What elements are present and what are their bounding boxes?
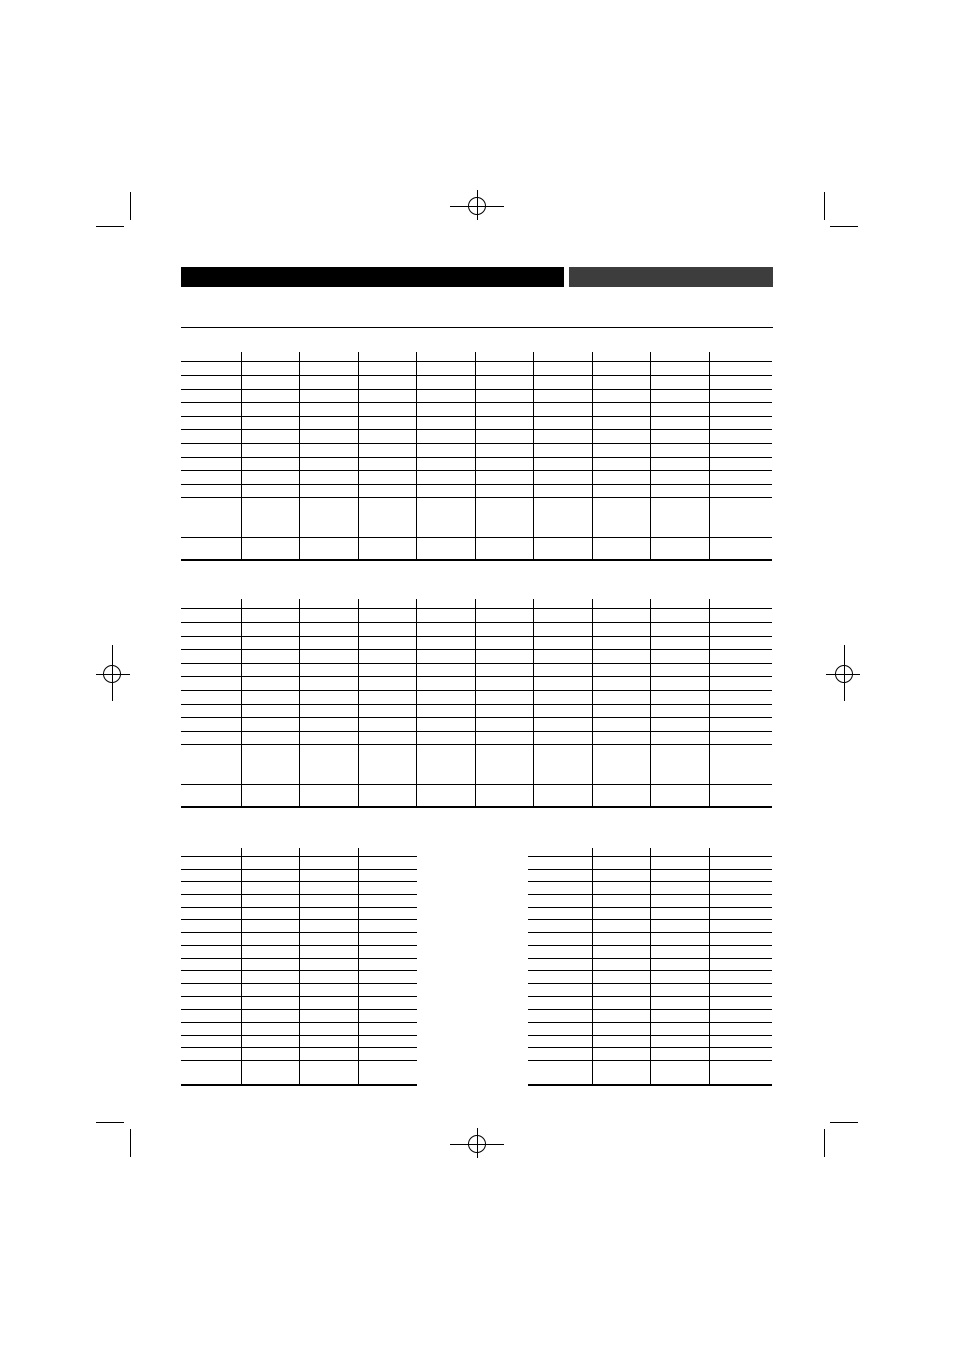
table-row-rule [181,608,772,609]
table-column-rule [709,599,710,806]
table-column-rule [299,352,300,559]
table-column-rule [650,848,651,1084]
header-bar-right [569,267,773,287]
table-column-rule [475,352,476,559]
table-column-rule [592,848,593,1084]
table-column-rule [709,848,710,1084]
table-row-rule [181,622,772,623]
table-row-rule [181,537,772,538]
table-column-rule [533,352,534,559]
table-row-rule [181,784,772,785]
table-row-rule [181,375,772,376]
header-rule [181,327,773,328]
table-4 [528,848,772,1086]
table-column-rule [299,599,300,806]
table-column-rule [709,352,710,559]
table-column-rule [241,352,242,559]
table-row-rule [181,649,772,650]
table-row-rule [528,1084,772,1086]
table-row-rule [181,1084,417,1086]
table-row-rule [181,717,772,718]
table-row-rule [181,806,772,808]
table-row-rule [181,361,772,362]
table-column-rule [358,848,359,1084]
table-column-rule [299,848,300,1084]
table-row-rule [181,636,772,637]
table-row-rule [181,704,772,705]
table-column-rule [650,352,651,559]
table-row-rule [181,676,772,677]
table-row-rule [181,497,772,498]
header-bar-left [181,267,564,287]
table-row-rule [181,744,772,745]
table-column-rule [533,599,534,806]
table-column-rule [592,599,593,806]
table-row-rule [181,402,772,403]
table-row-rule [181,416,772,417]
table-row-rule [181,429,772,430]
table-column-rule [416,352,417,559]
table-row-rule [181,731,772,732]
table-row-rule [181,559,772,561]
table-row-rule [181,457,772,458]
table-1 [181,352,772,561]
table-column-rule [241,599,242,806]
table-3 [181,848,417,1086]
table-column-rule [241,848,242,1084]
table-row-rule [181,470,772,471]
table-column-rule [650,599,651,806]
table-column-rule [416,599,417,806]
table-row-rule [181,663,772,664]
table-row-rule [181,389,772,390]
table-column-rule [358,352,359,559]
table-row-rule [181,690,772,691]
table-column-rule [358,599,359,806]
table-column-rule [475,599,476,806]
table-row-rule [181,484,772,485]
table-column-rule [592,352,593,559]
table-2 [181,599,772,808]
table-row-rule [181,443,772,444]
